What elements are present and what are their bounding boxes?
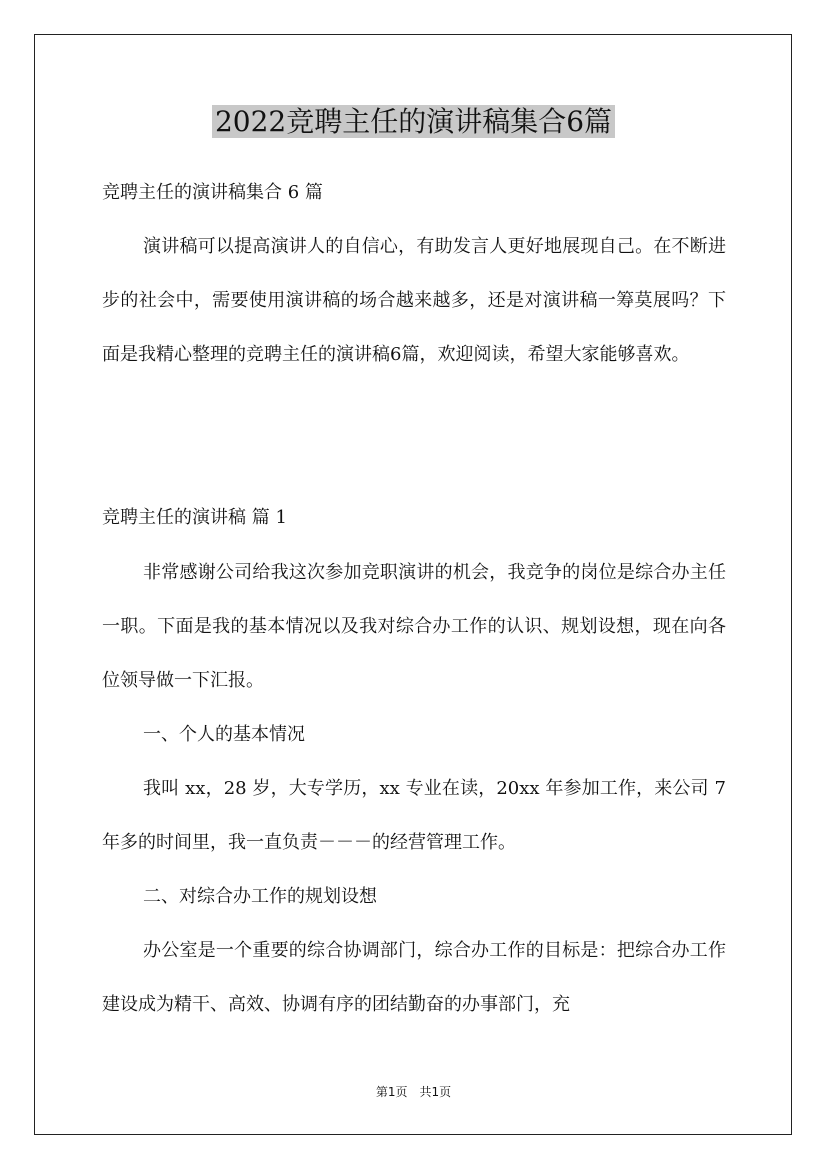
document-title-text: 2022竞聘主任的演讲稿集合6篇: [212, 105, 615, 138]
heading-1: 一、个人的基本情况: [143, 724, 305, 745]
heading-2: 二、对综合办工作的规划设想: [143, 886, 377, 907]
paragraph-2: 我叫 xx，28 岁，大专学历，xx 专业在读，20xx 年参加工作，来公司 7 年多的时间里，我一直负责－－－的经营管理工作。: [102, 778, 726, 853]
paragraph-3: 办公室是一个重要的综合协调部门，综合办工作的目标是：把综合办工作建设成为精干、高效、协调有序的团结勤奋的办事部门，充: [102, 940, 726, 1015]
page-footer: 第1页 共1页: [375, 1085, 452, 1099]
paragraph-1: 非常感谢公司给我这次参加竞职演讲的机会，我竞争的岗位是综合办主任一职。下面是我的基本情况以及我对综合办工作的认识、规划设想，现在向各位领导做一下汇报。: [102, 562, 726, 691]
document-subtitle: 竞聘主任的演讲稿集合 6 篇: [102, 182, 323, 203]
intro-paragraph: 演讲稿可以提高演讲人的自信心，有助发言人更好地展现自己。在不断进步的社会中，需要使用演讲稿的场合越来越多，还是对演讲稿一筹莫展吗？下面是我精心整理的竞聘主任的演讲稿6篇，欢迎阅读，希望大家能够喜欢。: [102, 236, 726, 365]
document-title: [0, 100, 827, 144]
section-heading: 竞聘主任的演讲稿 篇 1: [102, 507, 287, 528]
